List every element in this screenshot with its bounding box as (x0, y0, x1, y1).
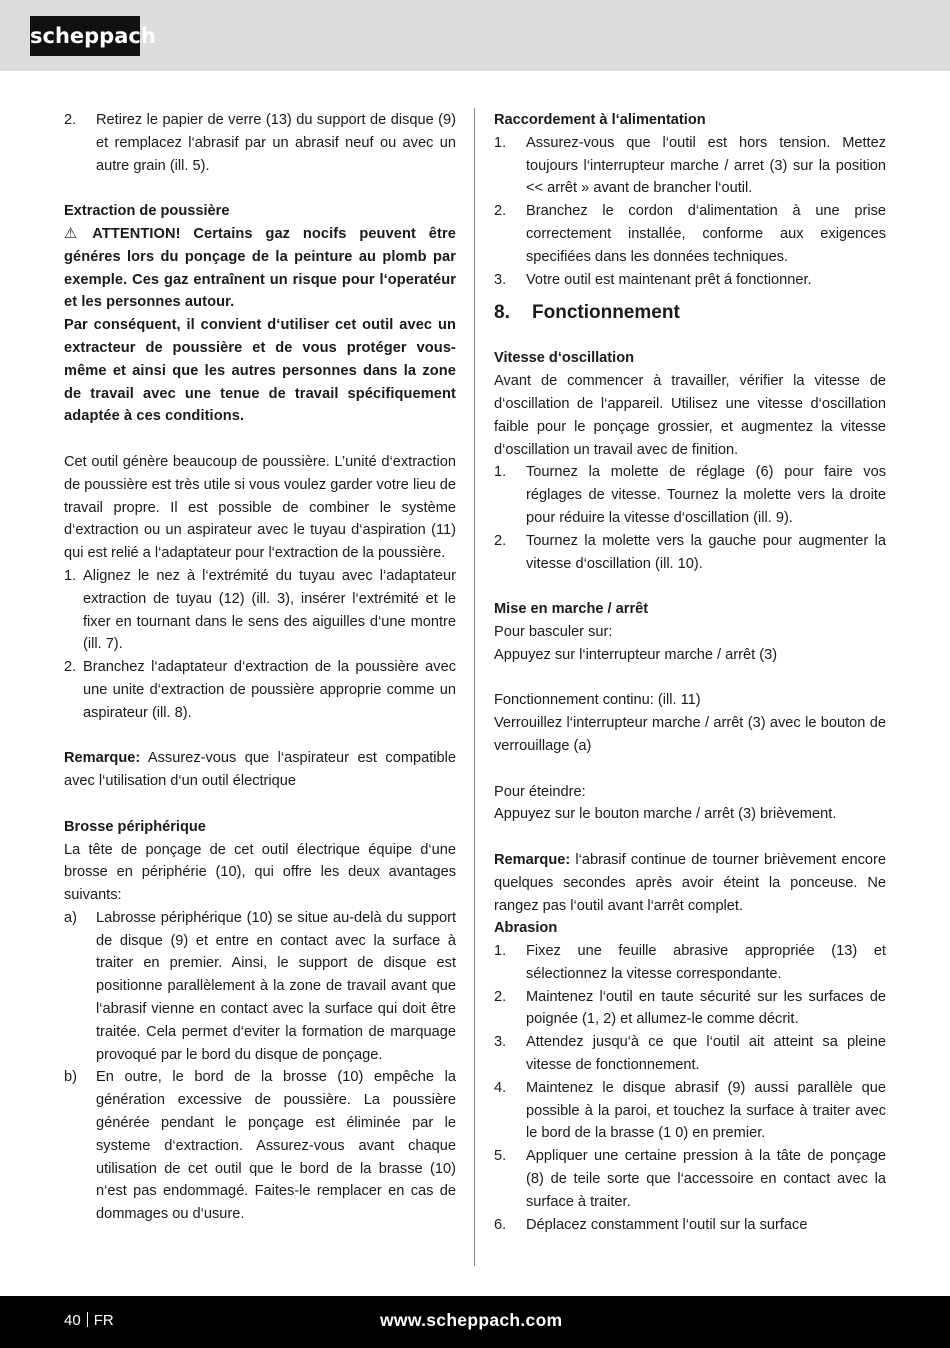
list-item: a) Labrosse périphérique (10) se situe au-delà du support de disque (9) et entre en contact avec la surface à traiter en premier. Ainsi, le support de disque est positionne parallèlement à la zone de travail avant que l‘abrasif vienne en contact avec la surface qui doit être traitée. Cela permet d‘eviter la formation de marquage provoqué par le bord du disque de ponçage. (64, 909, 456, 1063)
brush-intro: La tête de ponçage de cet outil électrique équipe d‘une brosse en périphérie (10), qui offre les deux avantages suivants: (64, 841, 456, 904)
warning-triangle-icon: ⚠ (64, 225, 78, 242)
language-code: FR (93, 1312, 114, 1329)
abrasion-heading: Abrasion (494, 920, 558, 937)
dust-extraction-heading: Extraction de poussière (64, 203, 230, 220)
warning-paragraph: ⚠ ATTENTION! Certains gaz nocifs peuvent être généres lors du ponçage de la peinture au plomb par exemple. Ces gaz entraînent un risque pour l‘operatéur et les personnes autour. (64, 223, 456, 314)
onoff-line: Appuyez sur le bouton marche / arrêt (3) brièvement. (494, 806, 837, 823)
list-item: 2. Maintenez l‘outil en taute sécurité sur les surfaces de poignée (1, 2) et allumez-le comme décrit. (494, 988, 886, 1028)
list-item: 1. Tournez la molette de réglage (6) pour faire vos réglages de vitesse. Tournez la molette vers la droite pour réduire la vitesse d‘oscillation (ill. 9). (494, 464, 886, 526)
list-item: 2. Tournez la molette vers la gauche pour augmenter la vitesse d‘oscillation (ill. 10). (494, 532, 886, 572)
list-item: 2. Branchez l‘adaptateur d‘extraction de la poussière avec une unite d‘extraction de poussière approprie comme un aspirateur (ill. 8). (64, 659, 456, 721)
list-item: 3. Votre outil est maintenant prêt á fonctionner. (494, 271, 812, 288)
list-item: 3. Attendez jusqu‘à ce que l‘outil ait atteint sa pleine vitesse de fonctionnement. (494, 1034, 886, 1074)
list-item: 1. Alignez le nez à l‘extrémité du tuyau avec l‘adaptateur extraction de tuyau (12) (ill. 3), insérer l‘extrémité et le fixer en tournant dans le sens des aiguilles d‘une montre (ill. 7). (64, 567, 456, 653)
header-bar (0, 0, 950, 71)
list-item: 5. Appliquer une certaine pression à la tâte de ponçage (8) de teile sorte que l‘accessoire en contact avec la surface à traiter. (494, 1148, 886, 1210)
list-item: 2. Retirez le papier de verre (13) du support de disque (9) et remplacez l‘abrasif par un abrasif neuf ou avec un autre grain (ill. 5). (64, 112, 456, 174)
page-number: 40 FR (64, 1312, 114, 1329)
onoff-line: Fonctionnement continu: (ill. 11) (494, 692, 701, 709)
onoff-line: Pour basculer sur: (494, 623, 613, 640)
footer-separator (87, 1312, 88, 1327)
list-item: 1. Fixez une feuille abrasive appropriée (13) et sélectionnez la vitesse correspondante. (494, 943, 886, 982)
onoff-line: Verrouillez l‘interrupteur marche / arrêt (3) avec le bouton de verrouillage (a) (494, 715, 886, 754)
list-item: 1. Assurez-vous que l‘outil est hors tension. Mettez toujours l‘interrupteur marche / arret (3) sur la position << arrêt » avant de brancher l‘outil. (494, 134, 886, 197)
dust-paragraph: Cet outil génère beaucoup de poussière. L’unité d‘extraction de poussière est très utile si vous voulez garder votre lieu de travail propre. Il est possible de combiner le système d‘extraction ou un aspirateur avec le tuyau d‘aspiration (11) qui est relié a l‘adaptateur pour l‘extraction de la poussière. (64, 453, 456, 562)
brush-heading: Brosse périphérique (64, 818, 206, 835)
website-link[interactable]: www.scheppach.com (380, 1310, 563, 1330)
onoff-line: Pour éteindre: (494, 783, 586, 800)
dust-note: Remarque: Assurez-vous que l‘aspirateur est compatible avec l‘utilisation d‘un outil électrique (64, 750, 456, 790)
scheppach-logo: scheppach (30, 16, 140, 56)
warning-paragraph-2: Par conséquent, il convient d‘utiliser cet outil avec un extracteur de poussière et de vous protéger vous-même et ainsi que les autres personnes dans la zone de travail avec une tenue de travail spécifiquement adaptée à ces conditions. (64, 317, 456, 425)
list-item: 4. Maintenez le disque abrasif (9) aussi parallèle que possible à la paroi, et touchez la surface à traiter avec le bord de la brasse (1 0) en premier. (494, 1079, 886, 1142)
onoff-heading: Mise en marche / arrêt (494, 601, 649, 618)
speed-heading: Vitesse d‘oscillation (494, 350, 635, 367)
footer-bar (0, 1296, 950, 1348)
power-heading: Raccordement à l‘alimentation (494, 112, 706, 128)
list-item: b) En outre, le bord de la brosse (10) empêche la génération excessive de poussière. La poussière générée pendant le ponçage est éliminée par le systeme d‘extraction. Assurez-vous avant chaque utilisation de cet outil que le bord de la brasse (10) n‘est pas endommagé. Faites-le remplacer en cas de dommages ou d‘usure. (64, 1069, 456, 1223)
onoff-note: Remarque: l‘abrasif continue de tourner brièvement encore quelques secondes après avoir éteint la ponceuse. Ne rangez pas l‘outil avant l‘arrêt complet. (494, 851, 886, 914)
list-item: 6. Déplacez constamment l‘outil sur la surface (494, 1216, 808, 1233)
section-heading: 8. Fonctionnement (494, 302, 680, 324)
column-divider (474, 108, 475, 1266)
left-column (64, 109, 456, 1226)
onoff-line: Appuyez sur l‘interrupteur marche / arrêt (3) (494, 646, 778, 663)
list-item: 2. Branchez le cordon d‘alimentation à une prise correctement installée, conforme aux exigences specifiées dans les données techniques. (494, 203, 886, 265)
right-column (494, 109, 886, 1236)
speed-intro: Avant de commencer à travailler, vérifier la vitesse de d‘oscillation de l‘appareil. Utilisez une vitesse d‘oscillation faible pour le ponçage grossier, et augmentez la vitesse d‘oscillation un travail avec de finition. (494, 373, 886, 458)
